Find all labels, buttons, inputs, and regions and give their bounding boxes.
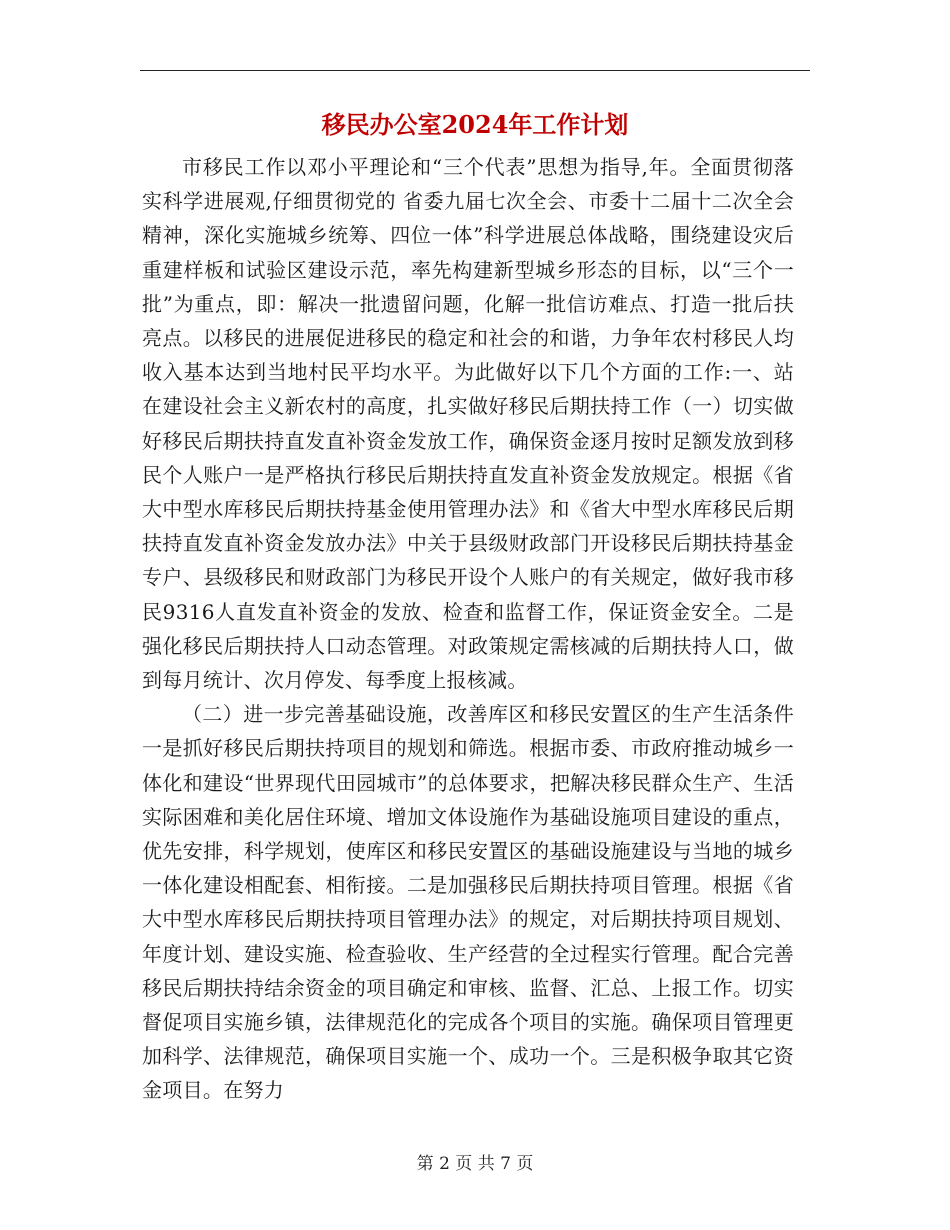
paragraph-1: 市移民工作以邓小平理论和“三个代表”思想为指导,年。全面贯彻落实科学进展观,仔细贯彻党的 省委九届七次全会、市委十二届十二次全会精神，深化实施城乡统筹、四位一体”科学进展总体战略，围绕建设灾后重建样板和试验区建设示范，率先构建新型城乡形态的目标，以“三个一批”为重点，即：解决一批遗留问题，化解一批信访难点、打造一批后扶亮点。以移民的进展促进移民的稳定和社会的和谐，力争年农村移民人均收入基本达到当地村民平均水平。为此做好以下几个方面的工作:一、站在建设社会主义新农村的高度，扎实做好移民后期扶持工作（一）切实做好移民后期扶持直发直补资金发放工作，确保资金逐月按时足额发放到移民个人账户一是严格执行移民后期扶持直发直补资金发放规定。根据《省大中型水库移民后期扶持基金使用管理办法》和《省大中型水库移民后期扶持直发直补资金发放办法》中关于县级财政部门开设移民后期扶持基金专户、县级移民和财政部门为移民开设个人账户的有关规定，做好我市移民9316人直发直补资金的发放、检查和监督工作，保证资金安全。二是强化移民后期扶持人口动态管理。对政策规定需核减的后期扶持人口，做到每月统计、次月停发、每季度上报核减。 (142, 155, 794, 693)
paragraph-2: （二）进一步完善基础设施，改善库区和移民安置区的生产生活条件一是抓好移民后期扶持项目的规划和筛选。根据市委、市政府推动城乡一体化和建设“世界现代田园城市”的总体要求，把解决移民群众生产、生活实际困难和美化居住环境、增加文体设施作为基础设施项目建设的重点，优先安排，科学规划，使库区和移民安置区的基础设施建设与当地的城乡一体化建设相配套、相衔接。二是加强移民后期扶持项目管理。根据《省大中型水库移民后期扶持项目管理办法》的规定，对后期扶持项目规划、年度计划、建设实施、检查验收、生产经营的全过程实行管理。配合完善移民后期扶持结余资金的项目确定和审核、监督、汇总、上报工作。切实督促项目实施乡镇，法律规范化的完成各个项目的实施。确保项目管理更加科学、法律规范，确保项目实施一个、成功一个。三是积极争取其它资金项目。在努力 (142, 702, 794, 1103)
document-title: 移民办公室2024年工作计划 (321, 110, 629, 139)
page-footer: 第 2 页 共 7 页 (416, 1154, 534, 1174)
header-rule (140, 70, 810, 71)
document-body (142, 150, 794, 1108)
